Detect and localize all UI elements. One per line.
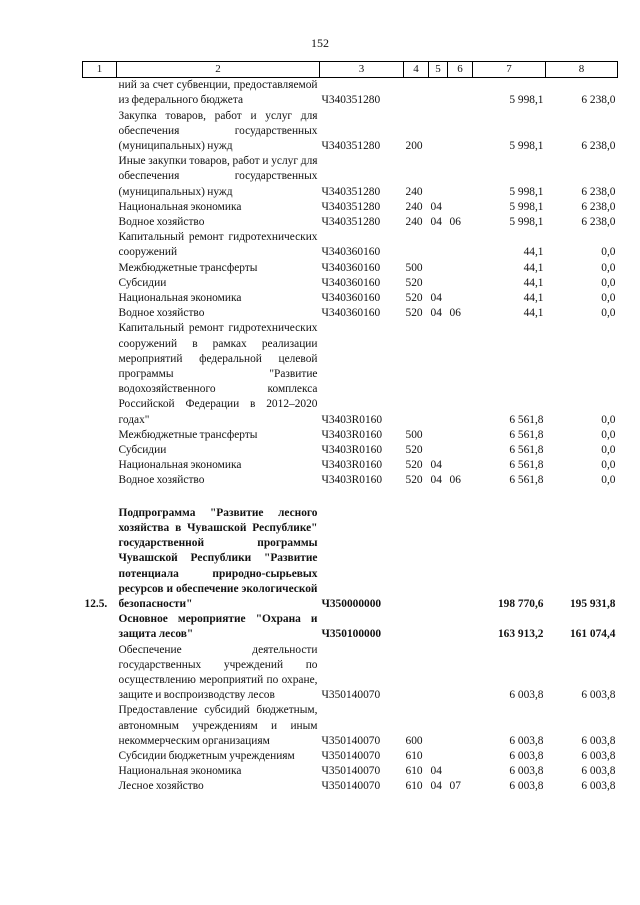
amount-year-2: 6 003,8 xyxy=(581,765,616,778)
amount-year-1: 5 998,1 xyxy=(509,94,544,107)
target-code: Ч340351280 xyxy=(321,94,381,107)
amount-year-2: 6 238,0 xyxy=(581,200,616,213)
table-row xyxy=(83,291,618,306)
table-row xyxy=(83,473,618,488)
table-row xyxy=(83,276,618,291)
amount-year-1: 5 998,1 xyxy=(509,140,544,153)
target-code: Ч350140070 xyxy=(321,689,381,702)
table-header-row xyxy=(83,62,618,78)
row-number xyxy=(83,428,117,443)
column-header: 4 xyxy=(404,62,429,78)
row-number xyxy=(83,215,117,230)
expense-type: 520 xyxy=(405,292,423,305)
table-row xyxy=(83,506,618,612)
table-row xyxy=(83,703,618,749)
row-number xyxy=(83,612,117,642)
row-name: Капитальный ремонт гидротехнических сооружений в рамках реализации мероприятий федеральной целевой программы "Развитие водохозяйственного комплекса Российской Федерации в 2012–2020 годах" xyxy=(118,322,318,426)
table-row xyxy=(83,200,618,215)
subsection xyxy=(448,276,473,291)
subsection xyxy=(448,764,473,779)
target-code: Ч350000000 xyxy=(321,597,382,610)
row-name: Субсидии xyxy=(118,444,167,457)
table-row xyxy=(83,443,618,458)
row-number xyxy=(83,109,117,155)
expense-type xyxy=(404,612,429,642)
expense-type xyxy=(404,78,429,109)
row-name: Предоставление субсидий бюджетным, автономным учреждениям и иным некоммерческим организациям xyxy=(118,704,318,747)
amount-year-2: 0,0 xyxy=(601,413,616,426)
amount-year-2: 0,0 xyxy=(601,444,616,457)
expense-type: 500 xyxy=(405,428,423,441)
table-row xyxy=(83,428,618,443)
amount-year-1: 44,1 xyxy=(523,307,544,320)
subsection xyxy=(448,78,473,109)
row-name: Межбюджетные трансферты xyxy=(118,261,258,274)
table-row xyxy=(83,764,618,779)
amount-year-1: 5 998,1 xyxy=(509,185,544,198)
row-number xyxy=(83,703,117,749)
subsection xyxy=(448,703,473,749)
amount-year-2: 0,0 xyxy=(601,474,616,487)
amount-year-2: 0,0 xyxy=(601,459,616,472)
target-code: Ч350140070 xyxy=(321,780,381,793)
section: 04 xyxy=(430,216,442,229)
amount-year-1: 44,1 xyxy=(523,292,544,305)
expense-type xyxy=(404,230,429,260)
row-name: Подпрограмма "Развитие лесного хозяйства в Чувашской Республике" государственной программы Чувашской Республики "Развитие потенциала природно-сырьевых ресурсов и обеспечение экологической безопасности" xyxy=(118,506,318,610)
table-row xyxy=(83,306,618,321)
target-code: Ч340360160 xyxy=(321,292,381,305)
amount-year-2: 6 003,8 xyxy=(581,689,616,702)
target-code: Ч340351280 xyxy=(321,216,381,229)
row-name: Иные закупки товаров, работ и услуг для обеспечения государственных (муниципальных) нужд xyxy=(118,155,318,198)
row-name: Национальная экономика xyxy=(118,292,242,305)
amount-year-2: 0,0 xyxy=(601,307,616,320)
target-code: Ч350100000 xyxy=(321,628,382,641)
row-name: Водное хозяйство xyxy=(118,474,205,487)
subsection xyxy=(448,612,473,642)
amount-year-1: 6 561,8 xyxy=(509,459,544,472)
section: 04 xyxy=(430,474,442,487)
target-code: Ч340360160 xyxy=(321,261,381,274)
column-header: 8 xyxy=(546,62,618,78)
row-name: Основное мероприятие "Охрана и защита лесов" xyxy=(118,613,318,641)
amount-year-2: 161 074,4 xyxy=(569,628,616,641)
target-code: Ч3403R0160 xyxy=(321,444,383,457)
budget-table-container xyxy=(82,61,617,795)
target-code: Ч350140070 xyxy=(321,765,381,778)
subsection xyxy=(448,261,473,276)
row-name: Национальная экономика xyxy=(118,200,242,213)
row-spacer xyxy=(83,489,618,506)
section xyxy=(429,321,448,427)
subsection xyxy=(448,154,473,200)
subsection xyxy=(448,428,473,443)
amount-year-1: 44,1 xyxy=(523,276,544,289)
section: 04 xyxy=(430,459,442,472)
section: 04 xyxy=(430,780,442,793)
expense-type: 500 xyxy=(405,261,423,274)
row-name: Обеспечение деятельности государственных учреждений по осуществлению мероприятий по охране, защите и воспроизводству лесов xyxy=(118,643,318,702)
section: 04 xyxy=(430,765,442,778)
amount-year-1: 6 003,8 xyxy=(509,734,544,747)
amount-year-2: 6 003,8 xyxy=(581,780,616,793)
amount-year-2: 0,0 xyxy=(601,428,616,441)
amount-year-1: 6 561,8 xyxy=(509,444,544,457)
amount-year-1: 5 998,1 xyxy=(509,216,544,229)
column-header: 3 xyxy=(320,62,404,78)
row-number xyxy=(83,321,117,427)
expense-type: 610 xyxy=(405,765,423,778)
amount-year-1: 44,1 xyxy=(523,261,544,274)
amount-year-2: 195 931,8 xyxy=(569,597,616,610)
expense-type: 610 xyxy=(405,780,423,793)
row-number xyxy=(83,473,117,488)
row-number xyxy=(83,306,117,321)
section xyxy=(429,276,448,291)
column-header: 7 xyxy=(473,62,546,78)
row-number xyxy=(83,276,117,291)
row-number xyxy=(83,200,117,215)
subsection xyxy=(448,458,473,473)
expense-type: 600 xyxy=(405,734,423,747)
amount-year-1: 6 003,8 xyxy=(509,765,544,778)
section xyxy=(429,506,448,612)
row-name: Водное хозяйство xyxy=(118,216,205,229)
table-body xyxy=(83,78,618,795)
expense-type: 240 xyxy=(405,185,423,198)
row-number xyxy=(83,643,117,704)
target-code: Ч340360160 xyxy=(321,246,381,259)
section xyxy=(429,261,448,276)
column-header: 1 xyxy=(83,62,117,78)
expense-type xyxy=(404,643,429,704)
amount-year-2: 0,0 xyxy=(601,246,616,259)
expense-type: 520 xyxy=(405,444,423,457)
target-code: Ч3403R0160 xyxy=(321,413,383,426)
expense-type: 520 xyxy=(405,474,423,487)
row-name: Национальная экономика xyxy=(118,765,242,778)
table-row xyxy=(83,109,618,155)
subsection xyxy=(448,643,473,704)
row-number xyxy=(83,154,117,200)
amount-year-2: 6 238,0 xyxy=(581,185,616,198)
amount-year-2: 6 238,0 xyxy=(581,140,616,153)
row-name: Капитальный ремонт гидротехнических сооружений xyxy=(118,231,318,259)
expense-type: 520 xyxy=(405,276,423,289)
target-code: Ч340351280 xyxy=(321,185,381,198)
budget-table xyxy=(82,61,618,795)
subsection: 06 xyxy=(449,474,461,487)
amount-year-1: 163 913,2 xyxy=(497,628,544,641)
expense-type: 240 xyxy=(405,216,423,229)
subsection xyxy=(448,321,473,427)
expense-type: 520 xyxy=(405,459,423,472)
subsection: 06 xyxy=(449,216,461,229)
section xyxy=(429,428,448,443)
row-number xyxy=(83,261,117,276)
column-header: 2 xyxy=(117,62,320,78)
section xyxy=(429,643,448,704)
target-code: Ч350140070 xyxy=(321,734,381,747)
table-row xyxy=(83,261,618,276)
section xyxy=(429,154,448,200)
section: 04 xyxy=(430,292,442,305)
expense-type: 240 xyxy=(405,200,423,213)
section xyxy=(429,230,448,260)
target-code: Ч3403R0160 xyxy=(321,459,383,472)
table-row xyxy=(83,321,618,427)
row-name: Национальная экономика xyxy=(118,459,242,472)
amount-year-2: 0,0 xyxy=(601,261,616,274)
row-number xyxy=(83,78,117,109)
target-code: Ч340351280 xyxy=(321,200,381,213)
section xyxy=(429,749,448,764)
amount-year-2: 0,0 xyxy=(601,276,616,289)
amount-year-2: 0,0 xyxy=(601,292,616,305)
amount-year-1: 6 003,8 xyxy=(509,749,544,762)
table-row xyxy=(83,154,618,200)
table-row xyxy=(83,643,618,704)
amount-year-1: 5 998,1 xyxy=(509,200,544,213)
section xyxy=(429,78,448,109)
row-number xyxy=(83,291,117,306)
row-number xyxy=(83,443,117,458)
amount-year-1: 6 561,8 xyxy=(509,428,544,441)
section: 04 xyxy=(430,200,442,213)
target-code: Ч340351280 xyxy=(321,140,381,153)
target-code: Ч340360160 xyxy=(321,307,381,320)
row-number xyxy=(83,230,117,260)
subsection xyxy=(448,291,473,306)
amount-year-1: 6 561,8 xyxy=(509,413,544,426)
section xyxy=(429,443,448,458)
subsection: 06 xyxy=(449,307,461,320)
table-row xyxy=(83,78,618,109)
table-row xyxy=(83,749,618,764)
subsection xyxy=(448,443,473,458)
amount-year-2: 6 238,0 xyxy=(581,216,616,229)
column-header: 5 xyxy=(429,62,448,78)
row-number xyxy=(83,749,117,764)
amount-year-1: 6 561,8 xyxy=(509,474,544,487)
row-number: 12.5. xyxy=(84,597,108,610)
section xyxy=(429,612,448,642)
table-row xyxy=(83,612,618,642)
amount-year-1: 6 003,8 xyxy=(509,689,544,702)
subsection xyxy=(448,230,473,260)
amount-year-2: 6 238,0 xyxy=(581,94,616,107)
subsection xyxy=(448,749,473,764)
expense-type xyxy=(404,506,429,612)
row-name: Межбюджетные трансферты xyxy=(118,428,258,441)
amount-year-2: 6 003,8 xyxy=(581,734,616,747)
amount-year-2: 6 003,8 xyxy=(581,749,616,762)
amount-year-1: 44,1 xyxy=(523,246,544,259)
expense-type xyxy=(404,321,429,427)
subsection: 07 xyxy=(449,780,461,793)
row-number xyxy=(83,458,117,473)
row-name: Субсидии бюджетным учреждениям xyxy=(118,749,295,762)
column-header: 6 xyxy=(448,62,473,78)
table-row xyxy=(83,215,618,230)
page-number: 152 xyxy=(311,36,329,50)
amount-year-1: 6 003,8 xyxy=(509,780,544,793)
subsection xyxy=(448,200,473,215)
table-row xyxy=(83,230,618,260)
subsection xyxy=(448,109,473,155)
target-code: Ч3403R0160 xyxy=(321,428,383,441)
expense-type: 520 xyxy=(405,307,423,320)
section xyxy=(429,109,448,155)
section: 04 xyxy=(430,307,442,320)
expense-type: 200 xyxy=(405,140,423,153)
target-code: Ч350140070 xyxy=(321,749,381,762)
expense-type: 610 xyxy=(405,749,423,762)
table-row xyxy=(83,779,618,794)
row-number xyxy=(83,779,117,794)
target-code: Ч3403R0160 xyxy=(321,474,383,487)
row-name: ний за счет субвенции, предоставляемой из федерального бюджета xyxy=(118,79,318,107)
table-row xyxy=(83,458,618,473)
amount-year-1: 198 770,6 xyxy=(497,597,544,610)
row-name: Лесное хозяйство xyxy=(118,780,204,793)
subsection xyxy=(448,506,473,612)
row-name: Водное хозяйство xyxy=(118,307,205,320)
row-name: Субсидии xyxy=(118,276,167,289)
row-number xyxy=(83,764,117,779)
section xyxy=(429,703,448,749)
row-name: Закупка товаров, работ и услуг для обеспечения государственных (муниципальных) нужд xyxy=(118,109,318,153)
target-code: Ч340360160 xyxy=(321,276,381,289)
